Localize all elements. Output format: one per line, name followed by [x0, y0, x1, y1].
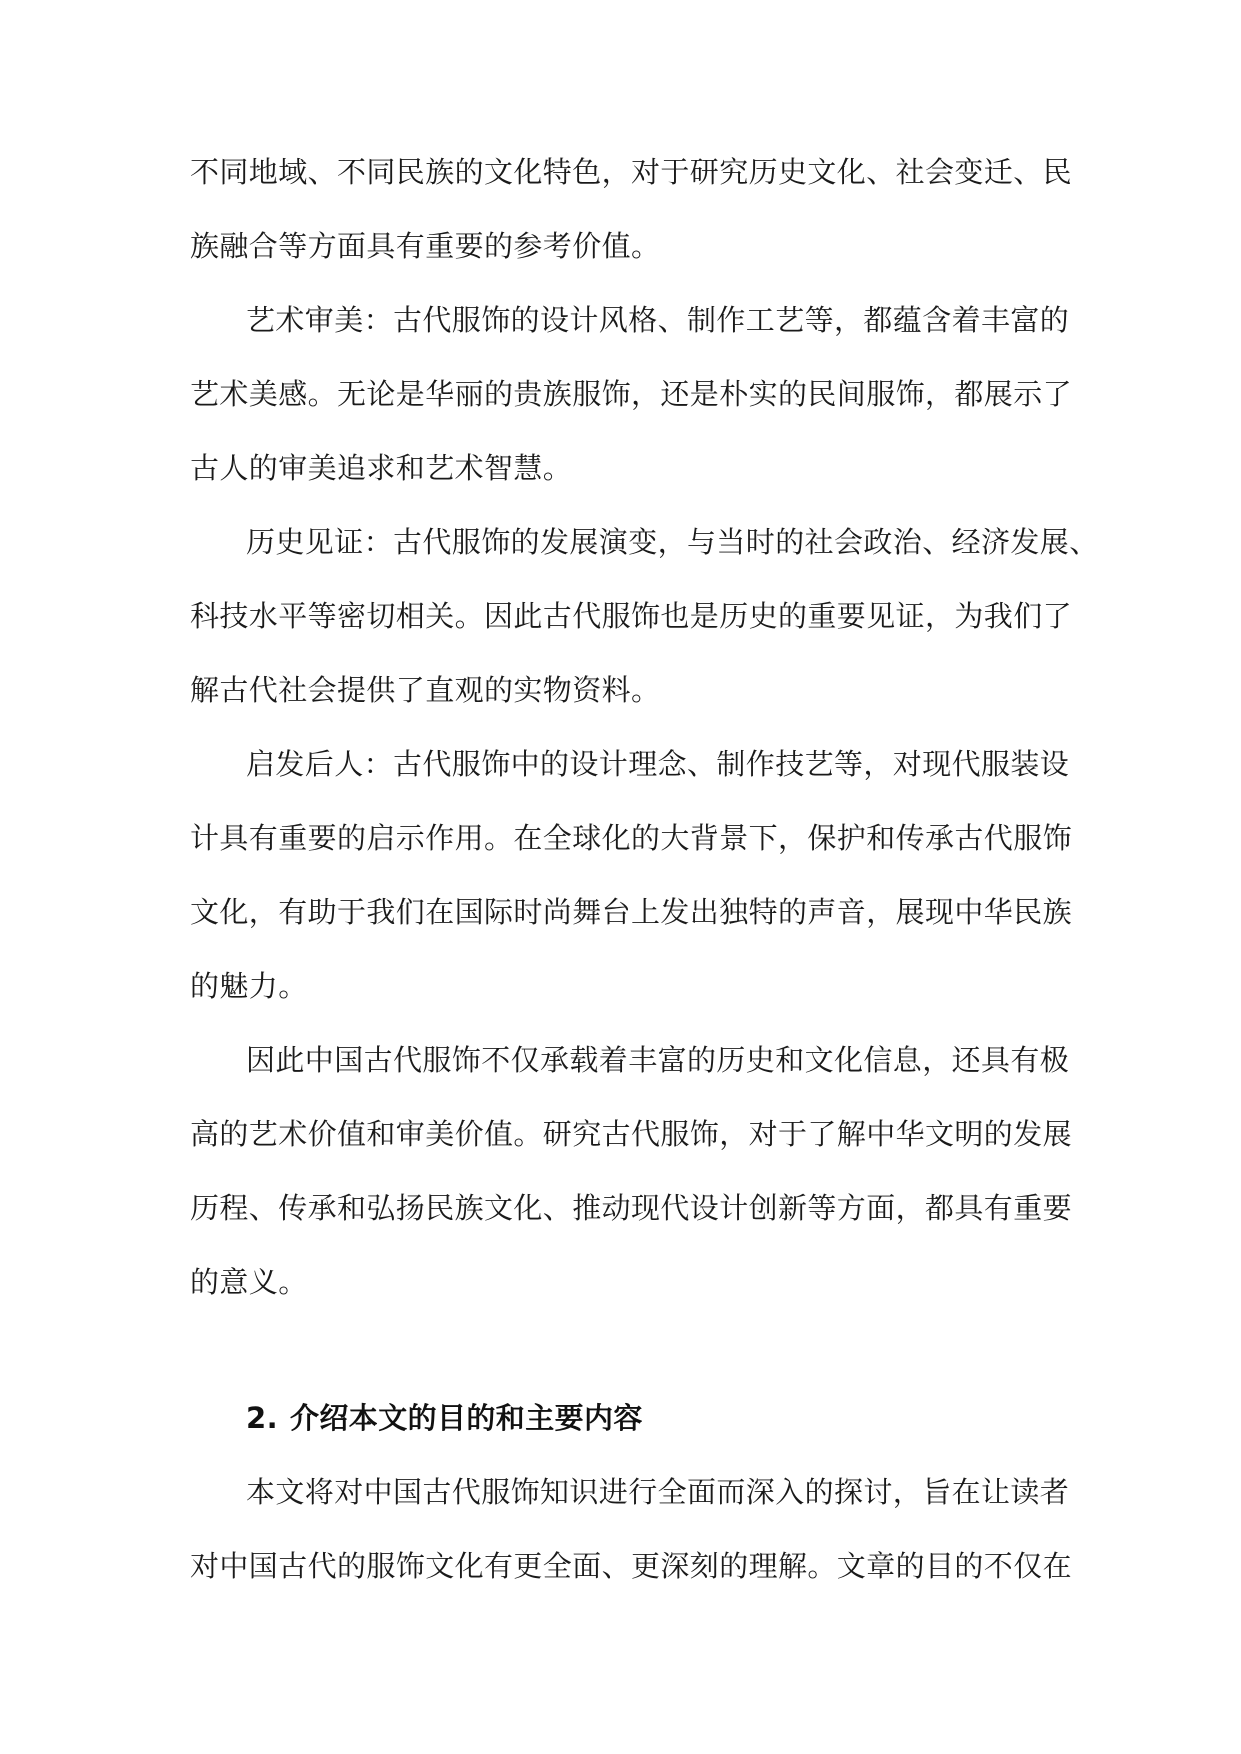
text-line: 古人的审美追求和艺术智慧。: [190, 451, 573, 485]
text-line: 族融合等方面具有重要的参考价值。: [190, 229, 661, 263]
text-line: 解古代社会提供了直观的实物资料。: [190, 673, 661, 707]
text-line: 艺术审美：古代服饰的设计风格、制作工艺等，都蕴含着丰富的: [246, 303, 1070, 337]
text-line: 历史见证：古代服饰的发展演变，与当时的社会政治、经济发展、: [246, 525, 1099, 559]
text-line: 文化，有助于我们在国际时尚舞台上发出独特的声音，展现中华民族: [190, 895, 1073, 929]
text-line: 对中国古代的服饰文化有更全面、更深刻的理解。文章的目的不仅在: [190, 1549, 1073, 1583]
section-number: 2.: [246, 1401, 278, 1435]
text-line: 的意义。: [190, 1265, 308, 1299]
text-line: 高的艺术价值和审美价值。研究古代服饰，对于了解中华文明的发展: [190, 1117, 1073, 1151]
text-line: 艺术美感。无论是华丽的贵族服饰，还是朴实的民间服饰，都展示了: [190, 377, 1073, 411]
section-heading: [246, 1398, 643, 1438]
text-line: 计具有重要的启示作用。在全球化的大背景下，保护和传承古代服饰: [190, 821, 1073, 855]
text-line: 的魅力。: [190, 969, 308, 1003]
text-line: 启发后人：古代服饰中的设计理念、制作技艺等，对现代服装设: [246, 747, 1070, 781]
section-title: 介绍本文的目的和主要内容: [290, 1401, 643, 1435]
text-line: 本文将对中国古代服饰知识进行全面而深入的探讨，旨在让读者: [246, 1475, 1070, 1509]
text-line: 历程、传承和弘扬民族文化、推动现代设计创新等方面，都具有重要: [190, 1191, 1073, 1225]
text-line: 不同地域、不同民族的文化特色，对于研究历史文化、社会变迁、民: [190, 155, 1073, 189]
text-line: 科技水平等密切相关。因此古代服饰也是历史的重要见证，为我们了: [190, 599, 1073, 633]
text-line: 因此中国古代服饰不仅承载着丰富的历史和文化信息，还具有极: [246, 1043, 1070, 1077]
